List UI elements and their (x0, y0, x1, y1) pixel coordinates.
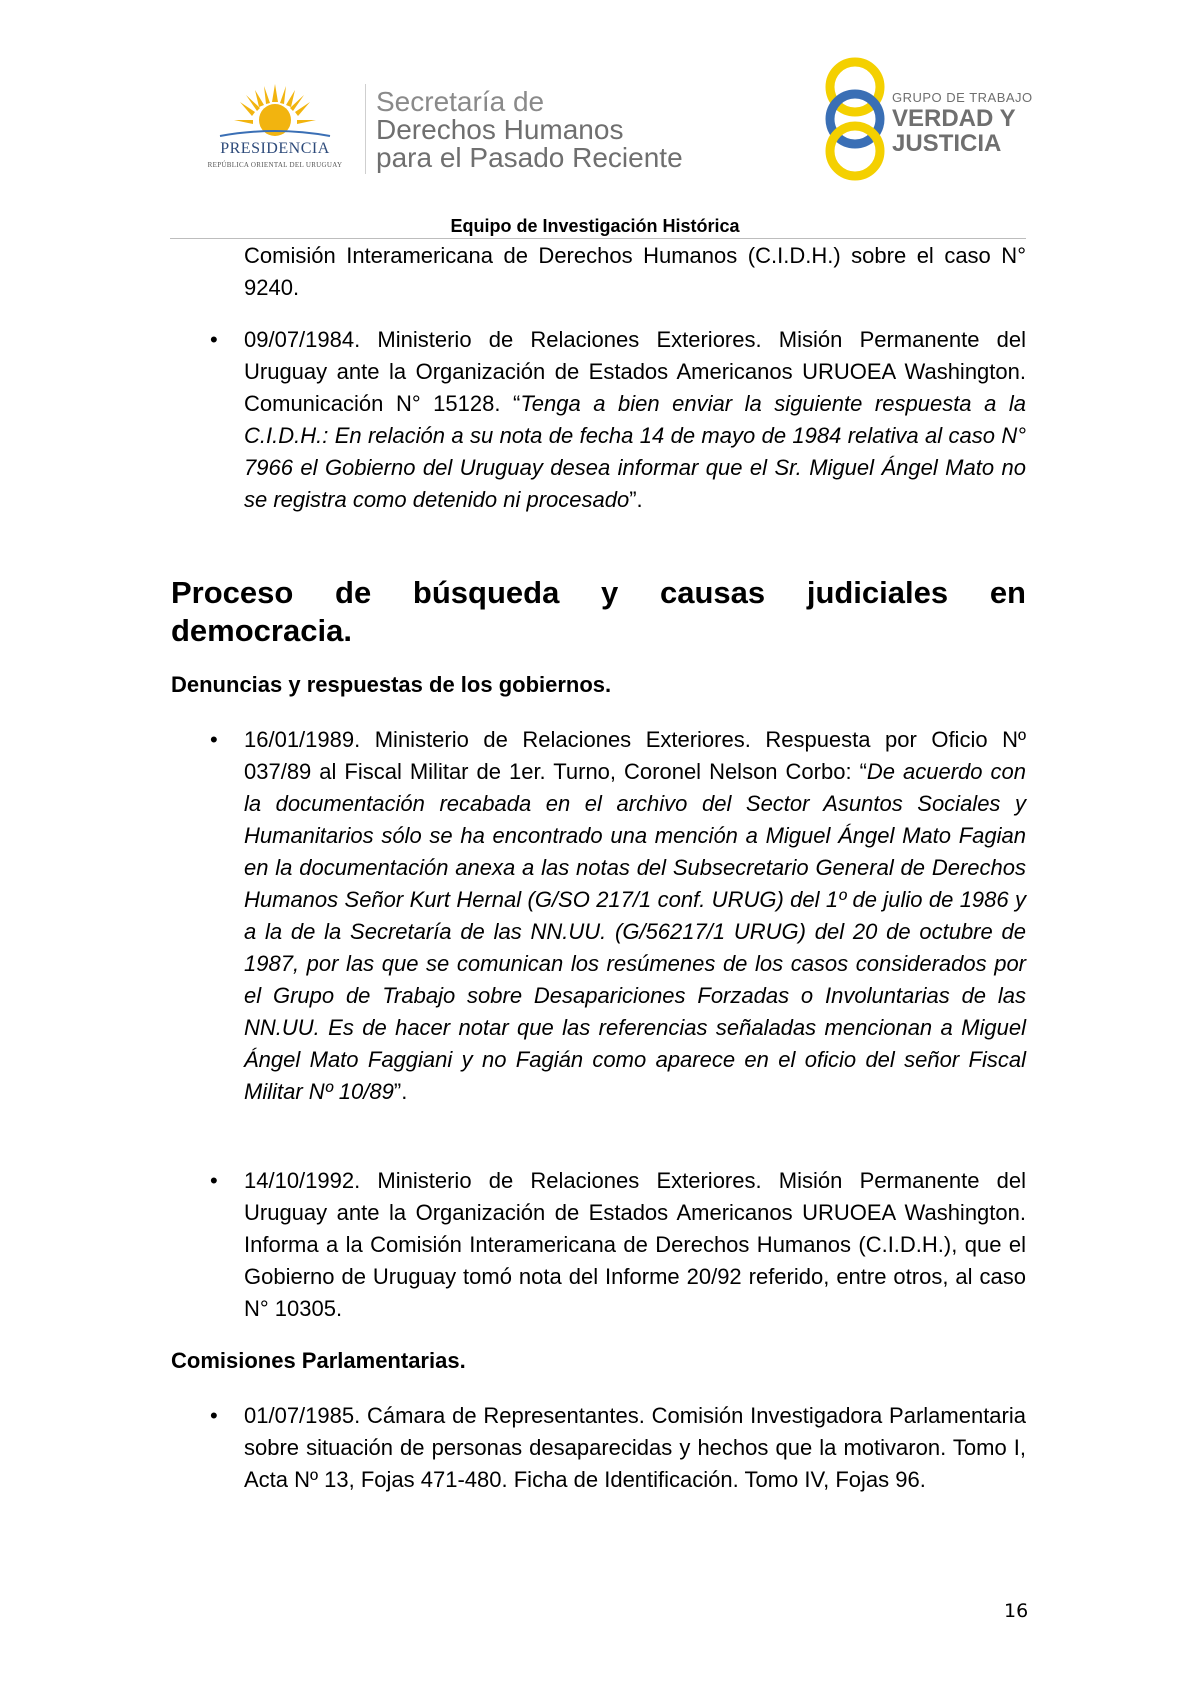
presidencia-label: PRESIDENCIA (220, 140, 330, 157)
list-item-1 (244, 324, 1026, 516)
list-item-2-end: ”. (393, 1079, 408, 1104)
presidencia-subtitle: REPÚBLICA ORIENTAL DEL URUGUAY (207, 161, 343, 169)
bullet-1: • (210, 327, 218, 352)
list-item-1-quote: Tenga a bien enviar la siguiente respuesta a la C.I.D.H.: En relación a su nota de fecha 14 de mayo de 1984 relativa al caso N° 7966 el Gobierno del Uruguay desea informar que el Sr. Miguel Ángel Mato no se registra como detenido ni procesado (244, 391, 1026, 512)
rings-emblem-icon (820, 56, 890, 182)
section-heading-line-1: Proceso de búsqueda y causas judiciales en (171, 575, 1026, 610)
grupo-big-line-2: JUSTICIA (892, 130, 1002, 157)
list-item-2 (244, 724, 1026, 1108)
presidencia-logo (200, 76, 350, 176)
bullet-4: • (210, 1403, 218, 1428)
page-number: 16 (1004, 1600, 1029, 1622)
list-item-2-text: 16/01/1989. Ministerio de Relaciones Exteriores. Respuesta por Oficio Nº 037/89 al Fiscal Militar de 1er. Turno, Coronel Nelson Corbo: “ (244, 727, 1026, 784)
list-item-2-quote: De acuerdo con la documentación recabada en el archivo del Sector Asuntos Sociales y Humanitarios sólo se ha encontrado una mención a Miguel Ángel Mato Fagian en la documentación anexa a las notas del Subsecretario General de Derechos Humanos Señor Kurt Hernal (G/SO 217/1 conf. URUG) del 1º de julio de 1986 y a la de la Secretaría de las NN.UU. (G/56217/1 URUG) del 20 de octubre de 1987, por las que se comunican los resúmenes de los casos considerados por el Grupo de Trabajo sobre Desapariciones Forzadas o Involuntarias de las NN.UU. Es de hacer notar que las referencias señaladas mencionan a Miguel Ángel Mato Faggiani y no Fagián como aparece en el oficio del señor Fiscal Militar Nº 10/89 (244, 759, 1026, 1104)
list-item-1-text: 09/07/1984. Ministerio de Relaciones Exteriores. Misión Permanente del Uruguay ante la Organización de Estados Americanos URUOEA Washington. Comunicación N° 15128. “ (244, 327, 1026, 416)
bullet-3: • (210, 1168, 218, 1193)
secretaria-line-2: Derechos Humanos (376, 114, 624, 145)
list-item-4: 01/07/1985. Cámara de Representantes. Comisión Investigadora Parlamentaria sobre situación de personas desaparecidas y hechos que la motivaron. Tomo I, Acta Nº 13, Fojas 471-480. Ficha de Identificación. Tomo IV, Fojas 96. (244, 1403, 1026, 1492)
secretaria-line-1: Secretaría de (376, 86, 545, 117)
page-header (190, 52, 1040, 182)
grupo-big-label (892, 106, 1016, 156)
sun-emblem-icon (200, 76, 350, 146)
secretaria-logo-text (376, 88, 683, 172)
section-heading-line-2: democracia. (171, 613, 352, 648)
continued-list-item: Comisión Interamericana de Derechos Humanos (C.I.D.H.) sobre el caso N° 9240. (244, 243, 1026, 300)
header-divider (365, 84, 366, 174)
section-heading (171, 574, 1026, 650)
list-item-1-end: ”. (629, 487, 643, 512)
bullet-2: • (210, 727, 218, 752)
grupo-small-label: GRUPO DE TRABAJO (892, 90, 1033, 105)
subheading-denuncias: Denuncias y respuestas de los gobiernos. (171, 672, 612, 697)
secretaria-line-3: para el Pasado Reciente (376, 142, 683, 173)
list-item-3: 14/10/1992. Ministerio de Relaciones Exteriores. Misión Permanente del Uruguay ante la Organización de Estados Americanos URUOEA Washington. Informa a la Comisión Interamericana de Derechos Humanos (C.I.D.H.), que el Gobierno de Uruguay tomó nota del Informe 20/92 referido, entre otros, al caso N° 10305. (244, 1168, 1026, 1321)
header-rule (170, 238, 1026, 239)
team-title: Equipo de Investigación Histórica (450, 216, 740, 236)
grupo-verdad-justicia-logo (820, 56, 1040, 186)
subheading-comisiones: Comisiones Parlamentarias. (171, 1348, 466, 1373)
grupo-big-line-1: VERDAD Y (892, 105, 1016, 132)
